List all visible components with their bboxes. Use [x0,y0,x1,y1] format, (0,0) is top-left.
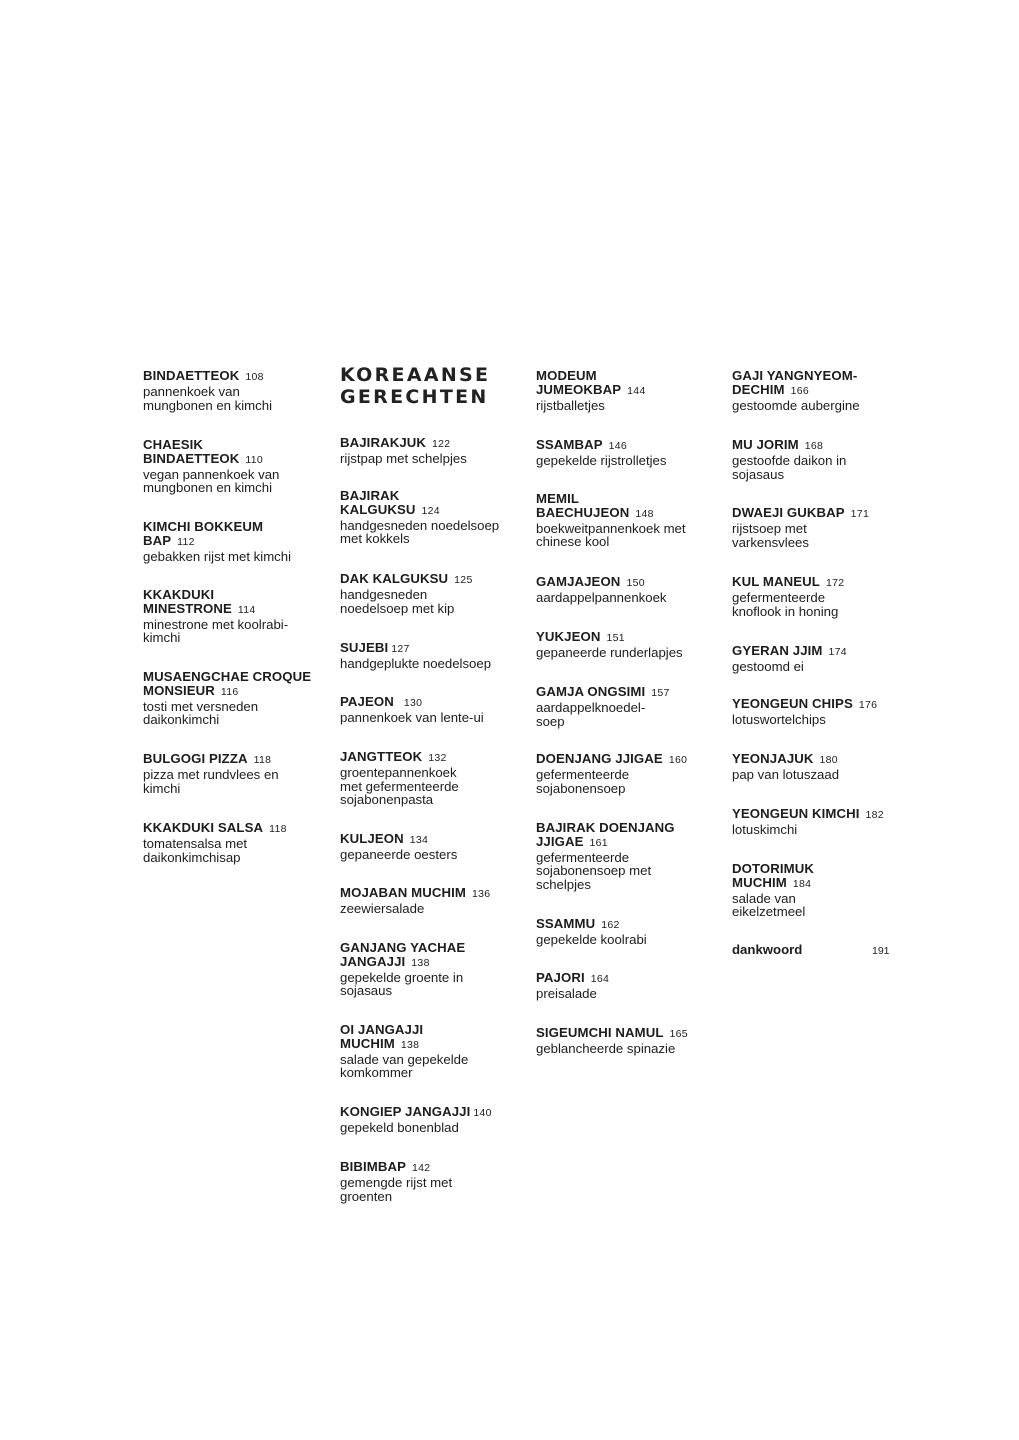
dish-name: DAK KALGUKSU [340,571,449,586]
page-number: 142 [412,1162,431,1174]
page-number: 110 [245,453,263,466]
dish-name: GANJANG YACHAE JANGAJJI [340,940,466,969]
dish-description: tosti met versneden daikonkimchi [143,698,259,728]
page-number: 136 [471,888,491,900]
toc-entry[interactable] [143,587,289,646]
page-number: 148 [635,507,654,520]
dish-description: gebakken rijst met kimchi [143,548,292,564]
dish-name: KKAKDUKI MINESTRONE [143,587,232,616]
dish-description: minestrone met koolrabi-kimchi [143,616,289,646]
dish-description: lotuswortelchips [732,711,826,727]
dish-name: PAJORI [536,970,585,985]
dish-name: BAJIRAK DOENJANG JJIGAE [536,820,675,849]
dish-description: gestoofde daikon in sojasaus [732,452,847,482]
page-number: 168 [804,440,824,452]
dish-description: boekweitpannenkoek met chinese kool [536,520,686,550]
page-number: 182 [865,809,884,821]
page-number: 118 [253,754,272,766]
page-number: 116 [220,685,239,698]
toc-entry[interactable] [536,752,716,795]
dish-description: geblancheerde spinazie [536,1040,676,1056]
dish-description: gepaneerde runderlapjes [536,644,683,660]
page-number: 146 [608,440,628,452]
toc-entry[interactable] [340,941,490,998]
dish-name: KULJEON [340,831,404,846]
page-number: 112 [177,535,195,548]
dish-name: BIBIMBAP [340,1159,407,1174]
dish-description: gepekelde rijstrolletjes [536,452,667,468]
toc-entry[interactable] [143,752,313,795]
toc-entry[interactable] [143,519,292,564]
dish-description: gefermenteerde sojabonensoep met schelpjes [536,849,652,893]
dish-description: salade van gepekelde komkommer [340,1051,469,1081]
dankwoord-label: dankwoord [732,942,803,957]
toc-entry[interactable] [340,641,525,671]
toc-entry[interactable] [732,862,837,919]
dish-description: aardappelknoedel-soep [536,699,646,729]
dish-name: OI JANGAJJI MUCHIM [340,1022,424,1051]
dish-name: DOENJANG JJIGAE [536,751,663,766]
dish-name: SSAMMU [536,916,596,931]
page-number: 151 [606,632,625,644]
dish-description: pap van lotuszaad [732,766,840,782]
toc-entry[interactable] [340,436,520,466]
dish-description: gepekelde koolrabi [536,931,647,947]
page-number: 124 [421,504,440,517]
page-number: 118 [269,823,287,835]
dish-description: preisalade [536,985,597,1001]
dish-name: MOJABAN MUCHIM [340,885,466,900]
dish-name: DOTORIMUK MUCHIM [732,861,814,890]
dish-name: GAJI YANGNYEOM-DECHIM [732,368,858,397]
section-title [340,364,490,408]
toc-entry[interactable] [732,644,912,674]
page-number: 165 [669,1028,688,1040]
toc-entry[interactable] [536,685,716,728]
toc-entry[interactable] [340,886,530,916]
dish-name: BAJIRAKJUK [340,435,426,450]
toc-entry[interactable] [536,491,686,550]
dish-name: SIGEUMCHI NAMUL [536,1025,664,1040]
dish-name: BAJIRAK KALGUKSU [340,488,416,517]
dish-description: gepekeld bonenblad [340,1119,459,1135]
page-number: 130 [403,697,423,709]
dish-description: rijstpap met schelpjes [340,450,467,466]
dish-description: gepekelde groente in sojasaus [340,969,464,999]
dish-description: zeewiersalade [340,900,425,916]
page-number: 166 [790,384,810,397]
dish-description: handgesneden noedelsoep met kip [340,586,455,616]
toc-entry[interactable] [536,575,716,605]
toc-entry[interactable] [340,572,520,615]
section-title-line1: KOREAANSE [340,364,491,386]
toc-entry[interactable] [536,630,716,660]
page-number: 184 [792,877,812,890]
section-title-line2: GERECHTEN [340,386,489,408]
dish-description: vegan pannenkoek van mungbonen en kimchi [143,466,280,496]
page-number: 157 [651,687,670,699]
dish-name: GYERAN JJIM [732,643,823,658]
dish-name: YEONJAJUK [732,751,814,766]
toc-entry[interactable] [340,1160,520,1203]
dish-name: YEONGEUN CHIPS [732,696,853,711]
dish-name: KUL MANEUL [732,574,820,589]
page-number: 138 [411,956,430,969]
dish-description: gemengde rijst met groenten [340,1174,453,1204]
toc-entry[interactable] [732,575,912,618]
dish-name: MEMIL BAECHUJEON [536,491,630,520]
dish-name: SUJEBI [340,640,389,655]
dish-description: gefermenteerde knoflook in honing [732,589,839,619]
toc-entry[interactable] [340,695,520,725]
page-number: 144 [627,384,646,397]
toc-entry[interactable] [536,369,651,412]
toc-entry[interactable] [143,670,323,727]
dish-name: MODEUM JUMEOKBAP [536,368,622,397]
dish-name: JANGTTEOK [340,749,423,764]
dish-description: gestoomd ei [732,658,804,674]
dish-description: handgesneden noedelsoep met kokkels [340,517,500,547]
dish-description: lotuskimchi [732,821,798,837]
dish-description: pizza met rundvlees en kimchi [143,766,279,796]
toc-entry[interactable] [732,752,912,782]
dish-name: CHAESIK BINDAETTEOK [143,437,240,466]
page-number: 161 [589,836,608,849]
page-number: 191 [872,945,890,957]
dish-description: gepaneerde oesters [340,846,458,862]
dish-name: DWAEJI GUKBAP [732,505,845,520]
toc-entry[interactable] [143,821,318,864]
page-number: 160 [668,754,688,766]
toc-entry-dankwoord[interactable] [732,943,892,957]
toc-entry[interactable] [340,488,500,547]
page-number: 132 [428,752,447,764]
dish-description: salade van eikelzetmeel [732,890,806,920]
dish-name: SSAMBAP [536,437,603,452]
page-number: 174 [828,646,847,658]
toc-entry[interactable] [340,832,520,862]
page-number: 172 [825,577,845,589]
dish-name: KONGIEP JANGAJJI [340,1104,471,1119]
page-number: 125 [454,574,473,586]
page-number: 180 [819,754,838,766]
dish-description: aardappelpannenkoek [536,589,667,605]
dish-name: MUSAENGCHAE CROQUE MONSIEUR [143,669,312,698]
dish-name: GAMJA ONGSIMI [536,684,646,699]
page-number: 176 [858,699,878,711]
page-number: 127 [391,643,410,655]
toc-entry[interactable] [143,437,280,496]
toc-entry[interactable] [536,821,701,892]
dish-name: BULGOGI PIZZA [143,751,248,766]
toc-entry[interactable] [732,697,922,727]
toc-entry[interactable] [143,369,308,412]
dish-name: KIMCHI BOKKEUM BAP [143,519,264,548]
toc-entry[interactable] [536,1026,726,1056]
page-number: 122 [432,438,451,450]
toc-entry[interactable] [732,438,912,481]
toc-entry[interactable] [340,1022,469,1081]
toc-entry[interactable] [340,1105,530,1135]
toc-entry[interactable] [732,369,877,412]
dish-description: pannenkoek van lente-ui [340,709,484,725]
dish-description: gestoomde aubergine [732,397,860,413]
toc-entry[interactable] [536,971,716,1001]
toc-entry[interactable] [536,917,716,947]
dish-name: MU JORIM [732,437,799,452]
page-number: 164 [590,973,610,985]
page-number: 171 [850,508,870,520]
page-number: 108 [245,371,264,383]
page-number: 134 [409,834,429,846]
page-number: 140 [473,1107,492,1119]
dish-description: rijstballetjes [536,397,605,413]
page-number: 114 [237,603,256,616]
page-number: 162 [601,919,620,931]
dish-description: gefermenteerde sojabonensoep [536,766,630,796]
dish-description: pannenkoek van mungbonen en kimchi [143,383,273,413]
toc-entry[interactable] [732,506,912,549]
page-number: 138 [400,1038,420,1051]
dish-description: groentepannenkoek met gefermenteerde sojabonenpasta [340,764,459,808]
toc-entry[interactable] [732,807,922,837]
dish-name: YUKJEON [536,629,601,644]
dish-name: BINDAETTEOK [143,368,240,383]
dish-name: KKAKDUKI SALSA [143,820,264,835]
dish-description: handgeplukte noedelsoep [340,655,492,671]
toc-entry[interactable] [536,438,716,468]
dish-name: PAJEON [340,694,394,709]
dish-name: GAMJAJEON [536,574,621,589]
toc-entry[interactable] [340,750,520,807]
dish-description: rijstsoep met varkensvlees [732,520,809,550]
dish-description: tomatensalsa met daikonkimchisap [143,835,248,865]
dish-name: YEONGEUN KIMCHI [732,806,860,821]
page-number: 150 [626,577,645,589]
